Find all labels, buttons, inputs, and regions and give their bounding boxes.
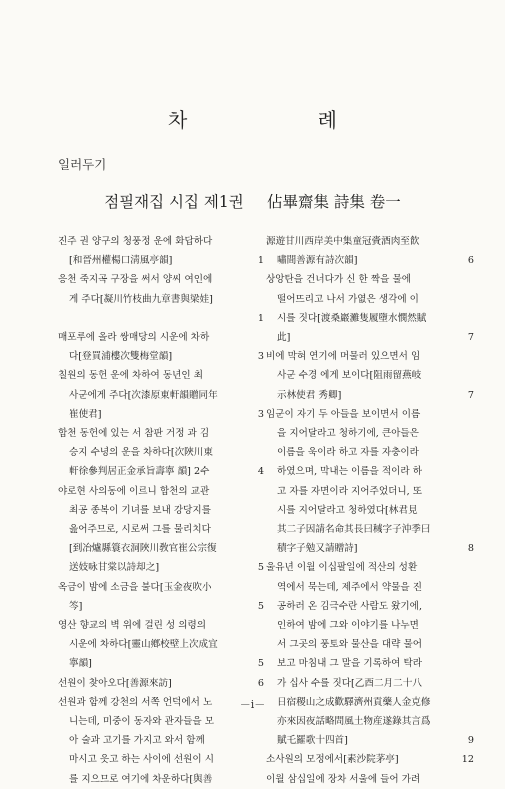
toc-entry[interactable] — [58, 309, 264, 328]
toc-entry-line: 寧韻] — [69, 658, 92, 670]
toc-entry[interactable] — [266, 405, 474, 559]
toc-entry-line: 진주 권 양구의 청풍정 운에 화답하다 — [58, 236, 213, 247]
toc-entry-line: 日宿稷山之成歡驛濟州貢藥人金克修 — [277, 696, 431, 708]
toc-entry-line: 칠원의 동헌 운에 차하여 동년인 최 — [58, 370, 203, 382]
toc-entry-line: 합천 동헌에 있는 서 참판 거정 과 김 — [58, 428, 210, 440]
toc-entry-page: 9 — [466, 731, 474, 750]
toc-entry-line: 인하여 밤에 그와 이야기를 나누면 — [277, 620, 419, 632]
toc-entry-line: 고 자를 자면이라 지어주었더니, 또 — [277, 485, 422, 497]
toc-entry[interactable] — [266, 232, 474, 270]
toc-entry-line: 送妓咏甘棠以詩却之] — [69, 562, 160, 574]
toc-entry-line: [和晉州權楊口淸風亭韻] — [69, 255, 173, 267]
toc-entry-line: 비에 막혀 연기에 머물러 있으면서 임 — [266, 351, 421, 363]
toc-entry-line: 嘯間善源有詩次韻] — [277, 255, 358, 267]
toc-entry-line: 매포루에 올라 쌍매당의 시운에 차하 — [58, 332, 210, 344]
toc-entry-line: 다[登買浦樓次雙梅堂韻] — [69, 351, 173, 363]
toc-entry-line: 최공 종복이 기녀를 보내 강당지를 — [69, 504, 211, 516]
toc-entry[interactable] — [266, 270, 474, 347]
toc-entry-page: 1 — [256, 251, 264, 270]
toc-entry-line: 옥금이 밤에 소금을 불다[玉金夜吹小 — [58, 581, 212, 593]
toc-entry-page: 3 — [256, 347, 264, 366]
volume-heading — [0, 190, 505, 212]
toc-entry-line: 가 십사 수를 짓다[乙酉二月二十八 — [277, 677, 422, 689]
toc-entry-line: 소사원의 모정에서[素沙院茅亭] — [266, 754, 399, 766]
toc-entry-line: 시운에 차하다[靈山鄕校壁上次成宜 — [69, 639, 218, 651]
toc-entry-line: 사군에게 주다[次漆原東軒韻贈同年 — [69, 389, 218, 401]
toc-entry[interactable] — [58, 328, 264, 366]
toc-entry-page: 6 — [256, 674, 264, 693]
toc-entry-line: 을 지어달라고 청하기에, 큰아들은 — [277, 428, 419, 440]
toc-entry-page: 7 — [466, 328, 474, 347]
toc-entry-page: 7 — [466, 386, 474, 405]
toc-entry-line: 亦來因夜話略問風土物産遂錄其言爲 — [277, 716, 431, 728]
toc-entry-line: 야로현 사의동에 이르니 합천의 교관 — [58, 485, 210, 497]
toc-entry-line: 선원과 함께 강천의 서쪽 언덕에서 노 — [58, 696, 213, 708]
toc-entry-line: 영산 향교의 벽 위에 걸린 성 의령의 — [58, 620, 207, 632]
toc-entry-line: 공하러 온 김극수란 사람도 왔기에, — [277, 600, 422, 612]
toc-entry[interactable] — [58, 270, 256, 308]
toc-entry-line: 示林使君 秀卿] — [277, 389, 342, 401]
toc-entry-line: 此] — [277, 332, 291, 344]
toc-entry-line: 笒] — [69, 600, 83, 612]
toc-entry-page: 6 — [466, 251, 474, 270]
toc-entry-line: 를 지으므로 여기에 차운하다[與善 — [69, 773, 213, 785]
toc-entry-page: 12 — [460, 750, 474, 769]
toc-entry-page: 8 — [466, 539, 474, 558]
toc-entry[interactable] — [58, 578, 264, 616]
toc-entry-line: 역에서 묵는데, 제주에서 약물을 진 — [277, 581, 422, 593]
toc-entry[interactable] — [266, 347, 474, 405]
toc-entry-line: 이월 삼십일에 장차 서울에 들어 가려 — [266, 773, 421, 785]
toc-entry-page: 5 — [256, 558, 264, 577]
toc-entry-line: 軒徐參判居正金承旨壽寧 韻] 2수 — [69, 466, 210, 478]
toc-entry-page: 1 — [256, 309, 264, 328]
toc-entry-line: 선원이 찾아오다[善源來訪] — [58, 677, 172, 689]
toc-entry-line: 승지 수녕의 운을 차하다[次陜川東 — [69, 447, 213, 459]
toc-entry-line: 서 그곳의 풍토와 물산을 대략 물어 — [277, 639, 422, 651]
toc-entry[interactable] — [266, 750, 474, 769]
toc-entry-line: 게 주다[凝川竹枝曲九章書與梁娃] — [69, 293, 213, 305]
volume-heading-hanja: 佔畢齋集 詩集 卷一 — [266, 193, 401, 211]
toc-entry-line: 보고 마침내 그 말을 기록하여 탁라 — [277, 658, 422, 670]
toc-entry-line: 이름을 욱이라 하고 자를 자충이라 — [277, 447, 419, 459]
toc-entry-line: 崔使君] — [69, 408, 102, 420]
toc-entry-line: [到冶爐縣簑衣洞陜川敎官崔公宗復 — [69, 543, 217, 555]
toc-entry[interactable] — [58, 424, 264, 482]
toc-entry-line: 떨어뜨리고 나서 가엾은 생각에 이 — [277, 293, 419, 305]
toc-entry-line: 사군 수경 에게 보이다[阻雨留燕岐 — [277, 370, 422, 382]
toc-entry-line: 其二子因請名命其長曰稶字子沖季曰 — [277, 524, 431, 536]
toc-entry[interactable] — [266, 558, 474, 750]
toc-entry-line: 積字子勉又請贈詩] — [277, 543, 358, 555]
toc-entry[interactable] — [58, 674, 264, 693]
toc-entry-line: 응천 죽지곡 구장을 써서 양씨 여인에 — [58, 274, 213, 286]
toc-entry-line: 임군이 자기 두 아들을 보이면서 이름 — [266, 408, 421, 420]
toc-entry[interactable] — [58, 616, 264, 674]
toc-entry-line: 시를 짓다[渡桑巖灘隻履墮水憫然賦 — [277, 312, 427, 324]
toc-entry-line: 하였으며, 막내는 이름을 적이라 하 — [277, 466, 422, 478]
toc-entry[interactable] — [58, 482, 264, 578]
toc-entry-line: 시를 지어달라고 청하였다[林君見 — [277, 504, 418, 516]
toc-entry-line: 읊어주므로, 시로써 그를 물리치다 — [69, 524, 211, 536]
page-number: －i－ — [239, 698, 266, 711]
toc-entry-line: 아 술과 고기를 가지고 와서 함께 — [69, 735, 205, 747]
toc-entry-page: 5 — [256, 654, 264, 673]
toc-entry-line: 源遊甘川西岸美中集童冠賫酒肉至飮 — [266, 236, 420, 247]
intro-link[interactable]: 일러두기 — [58, 157, 107, 172]
toc-entry-line — [58, 309, 256, 328]
toc-entry-page: 3 — [256, 405, 264, 424]
toc-entry[interactable] — [266, 770, 466, 789]
toc-entry-page: 5 — [256, 597, 264, 616]
page-title: 차 례 — [168, 108, 399, 132]
toc-entry-line: 니는데, 미중이 동자와 관자들을 모 — [69, 716, 214, 728]
toc-entry[interactable] — [58, 366, 264, 424]
toc-entry[interactable] — [58, 232, 264, 270]
volume-heading-korean: 점필재집 시집 제1권 — [104, 193, 244, 211]
toc-entry-line: 상앙탄을 건너다가 신 한 짝을 물에 — [266, 274, 411, 286]
toc-entry-page: 4 — [256, 462, 264, 481]
toc-entry-line: 울유년 이월 이십팔일에 적산의 성환 — [266, 562, 418, 574]
toc-entry-line: 마시고 읏고 하는 사이에 선원이 시 — [69, 754, 214, 766]
toc-entry-line: 賦乇羅歌十四首] — [277, 735, 348, 747]
